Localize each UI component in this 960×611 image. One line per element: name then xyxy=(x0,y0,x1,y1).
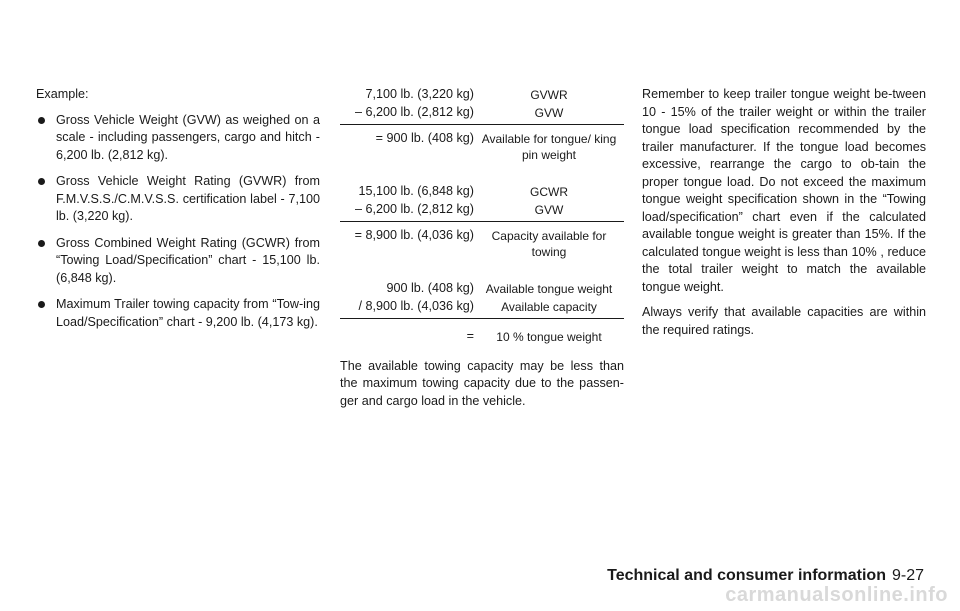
bullet-icon xyxy=(38,178,45,185)
tongue-weight-calculation xyxy=(340,86,624,346)
tongue-weight-paragraph: Remember to keep trailer tongue weight be-tween 10 - 15% of the trailer weight or within the trailer tongue load specification recommended by the trailer manufacturer. If the tongue load becomes excessive, rearrange the cargo to ob-tain the proper tongue load. Do not exceed the maximum tongue weight specification shown in the “Towing load/specification” chart even if the calculated available tongue weight is greater than 15%. If the calculated tongue weight is less than 10% , reduce the total trailer weight to match the available tongue weight. xyxy=(642,87,926,294)
example-heading: Example: xyxy=(36,87,89,101)
calc-row: 7,100 lb. (3,220 kg) GVWR xyxy=(365,87,568,102)
list-item: Gross Vehicle Weight (GVW) as weighed on a scale - including passengers, cargo and hitch - 6,200 lb. (2,812 kg). xyxy=(36,112,320,165)
section-title: Technical and consumer information xyxy=(607,567,886,584)
calc-row: – 6,200 lb. (2,812 kg) GVW xyxy=(340,201,624,223)
calc-result-row: = 10 % tongue weight xyxy=(466,329,602,344)
left-column xyxy=(36,86,320,340)
bullet-icon xyxy=(38,240,45,247)
towing-capacity-note: The available towing capacity may be less than the maximum towing capacity due to the passen-ger and cargo load in the vehicle. xyxy=(340,358,624,408)
list-item: Gross Combined Weight Rating (GCWR) from “Towing Load/Specification” chart - 15,100 lb. (6,848 kg). xyxy=(36,235,320,288)
calc-result-row: = 8,900 lb. (4,036 kg) Capacity available for towing xyxy=(354,228,607,259)
calc-result-row: = 900 lb. (408 kg) Available for tongue/ king pin weight xyxy=(375,131,617,162)
right-column xyxy=(642,86,926,347)
list-item: Maximum Trailer towing capacity from “Tow-ing Load/Specification” chart - 9,200 lb. (4,173 kg). xyxy=(36,296,320,331)
watermark: carmanualsonline.info xyxy=(725,584,948,606)
list-item: Gross Vehicle Weight Rating (GVWR) from F.M.V.S.S./C.M.V.S.S. certification label - 7,100 lb. (3,220 kg). xyxy=(36,173,320,226)
verify-capacities-paragraph: Always verify that available capacities are within the required ratings. xyxy=(642,305,926,337)
page-number: 9-27 xyxy=(891,567,924,584)
calc-row: 900 lb. (408 kg) Available tongue weight xyxy=(386,281,613,296)
middle-column xyxy=(340,86,624,410)
page-footer xyxy=(607,567,924,585)
calc-row: / 8,900 lb. (4,036 kg) Available capacity xyxy=(340,298,624,320)
calc-row: – 6,200 lb. (2,812 kg) GVW xyxy=(340,104,624,126)
bullet-icon xyxy=(38,117,45,124)
bullet-icon xyxy=(38,301,45,308)
calc-row: 15,100 lb. (6,848 kg) GCWR xyxy=(358,184,568,199)
example-list xyxy=(36,112,320,332)
